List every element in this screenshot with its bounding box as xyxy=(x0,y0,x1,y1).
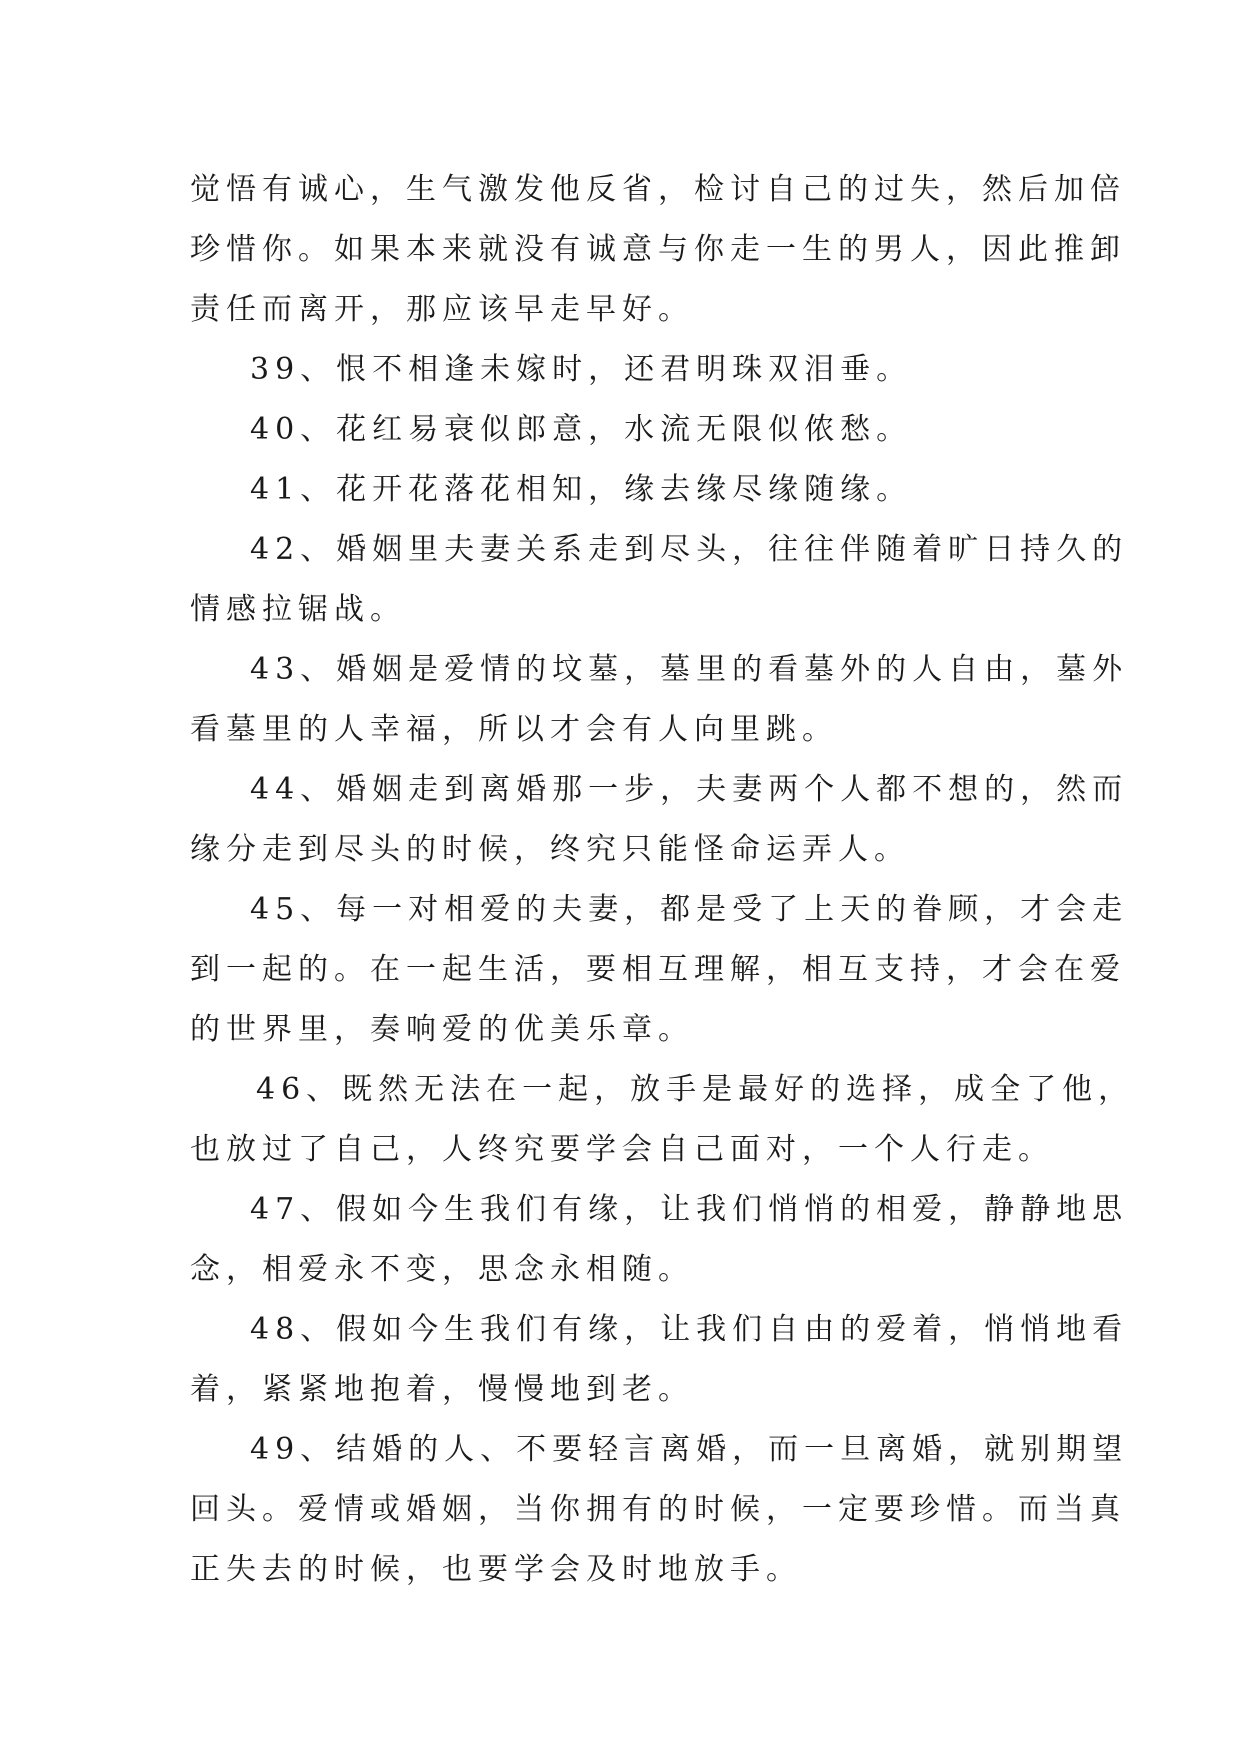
text-line: 念，相爱永不变，思念永相随。 xyxy=(190,1252,694,1287)
item-44: 44、婚姻走到离婚那一步，夫妻两个人都不想的，然而 xyxy=(250,772,1129,807)
item-45: 45、每一对相爱的夫妻，都是受了上天的眷顾，才会走 xyxy=(250,892,1129,927)
text-line: 着，紧紧地抱着，慢慢地到老。 xyxy=(190,1372,694,1407)
text-line: 情感拉锯战。 xyxy=(190,592,406,627)
item-43: 43、婚姻是爱情的坟墓，墓里的看墓外的人自由，墓外 xyxy=(250,652,1129,687)
text-line: 回头。爱情或婚姻，当你拥有的时候，一定要珍惜。而当真 xyxy=(190,1492,1126,1527)
text-line: 责任而离开，那应该早走早好。 xyxy=(190,292,694,327)
item-49: 49、结婚的人、不要轻言离婚，而一旦离婚，就别期望 xyxy=(250,1432,1129,1467)
item-42: 42、婚姻里夫妻关系走到尽头，往往伴随着旷日持久的 xyxy=(250,532,1129,567)
text-line: 正失去的时候，也要学会及时地放手。 xyxy=(190,1552,802,1587)
text-line: 看墓里的人幸福，所以才会有人向里跳。 xyxy=(190,712,838,747)
text-line: 到一起的。在一起生活，要相互理解，相互支持，才会在爱 xyxy=(190,952,1126,987)
text-line: 也放过了自己，人终究要学会自己面对，一个人行走。 xyxy=(190,1132,1054,1167)
item-39: 39、恨不相逢未嫁时，还君明珠双泪垂。 xyxy=(250,352,913,387)
text-line: 珍惜你。如果本来就没有诚意与你走一生的男人，因此推卸 xyxy=(190,232,1126,267)
text-line: 缘分走到尽头的时候，终究只能怪命运弄人。 xyxy=(190,832,910,867)
item-46: 46、既然无法在一起，放手是最好的选择，成全了他， xyxy=(256,1072,1135,1107)
item-40: 40、花红易衰似郎意，水流无限似侬愁。 xyxy=(250,412,913,447)
text-line: 觉悟有诚心，生气激发他反省，检讨自己的过失，然后加倍 xyxy=(190,172,1126,207)
item-41: 41、花开花落花相知，缘去缘尽缘随缘。 xyxy=(250,472,913,507)
document-body xyxy=(190,160,1135,1600)
item-47: 47、假如今生我们有缘，让我们悄悄的相爱，静静地思 xyxy=(250,1192,1129,1227)
item-48: 48、假如今生我们有缘，让我们自由的爱着，悄悄地看 xyxy=(250,1312,1129,1347)
text-line: 的世界里，奏响爱的优美乐章。 xyxy=(190,1012,694,1047)
